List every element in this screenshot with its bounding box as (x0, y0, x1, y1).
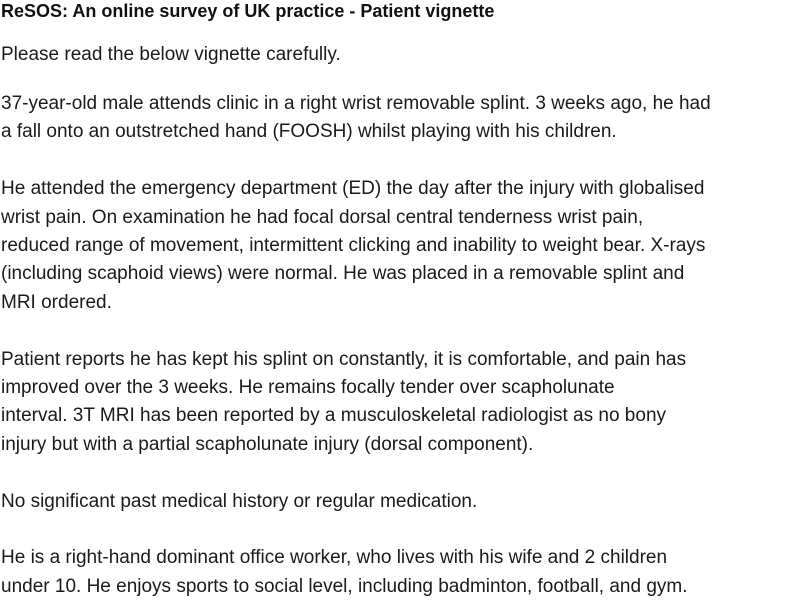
text-line: MRI ordered. (1, 291, 112, 313)
text-line: improved over the 3 weeks. He remains focally tender over scapholunate (1, 377, 615, 399)
text-line: He is a right-hand dominant office worker, who lives with his wife and 2 children (1, 547, 668, 569)
vignette-paragraph-presentation (1, 90, 800, 147)
intro-text: Please read the below vignette carefully. (1, 44, 341, 65)
vignette-paragraph-ed-visit (1, 175, 800, 317)
vignette-paragraph-social (1, 544, 800, 601)
page-title: ReSOS: An online survey of UK practice - Patient vignette (1, 1, 495, 21)
text-line: reduced range of movement, intermittent clicking and inability to weight bear. X-rays (1, 235, 706, 257)
text-line: injury but with a partial scapholunate injury (dorsal component). (1, 433, 534, 455)
text-line: under 10. He enjoys sports to social level, including badminton, football, and gym. (1, 575, 688, 597)
text-line: He attended the emergency department (ED) the day after the injury with globalised (1, 178, 705, 200)
vignette-paragraph-history (1, 488, 800, 516)
text-line: 37-year-old male attends clinic in a right wrist removable splint. 3 weeks ago, he had (1, 93, 711, 114)
text-line: wrist pain. On examination he had focal dorsal central tenderness wrist pain, (1, 206, 644, 228)
text-line: Patient reports he has kept his splint on constantly, it is comfortable, and pain has (1, 348, 687, 370)
vignette-paragraph-current-status (1, 346, 800, 460)
text-line: a fall onto an outstretched hand (FOOSH) whilst playing with his children. (1, 121, 617, 143)
text-line: (including scaphoid views) were normal. He was placed in a removable splint and (1, 263, 685, 285)
text-line: interval. 3T MRI has been reported by a musculoskeletal radiologist as no bony (1, 405, 667, 427)
text-line: No significant past medical history or regular medication. (1, 490, 478, 512)
